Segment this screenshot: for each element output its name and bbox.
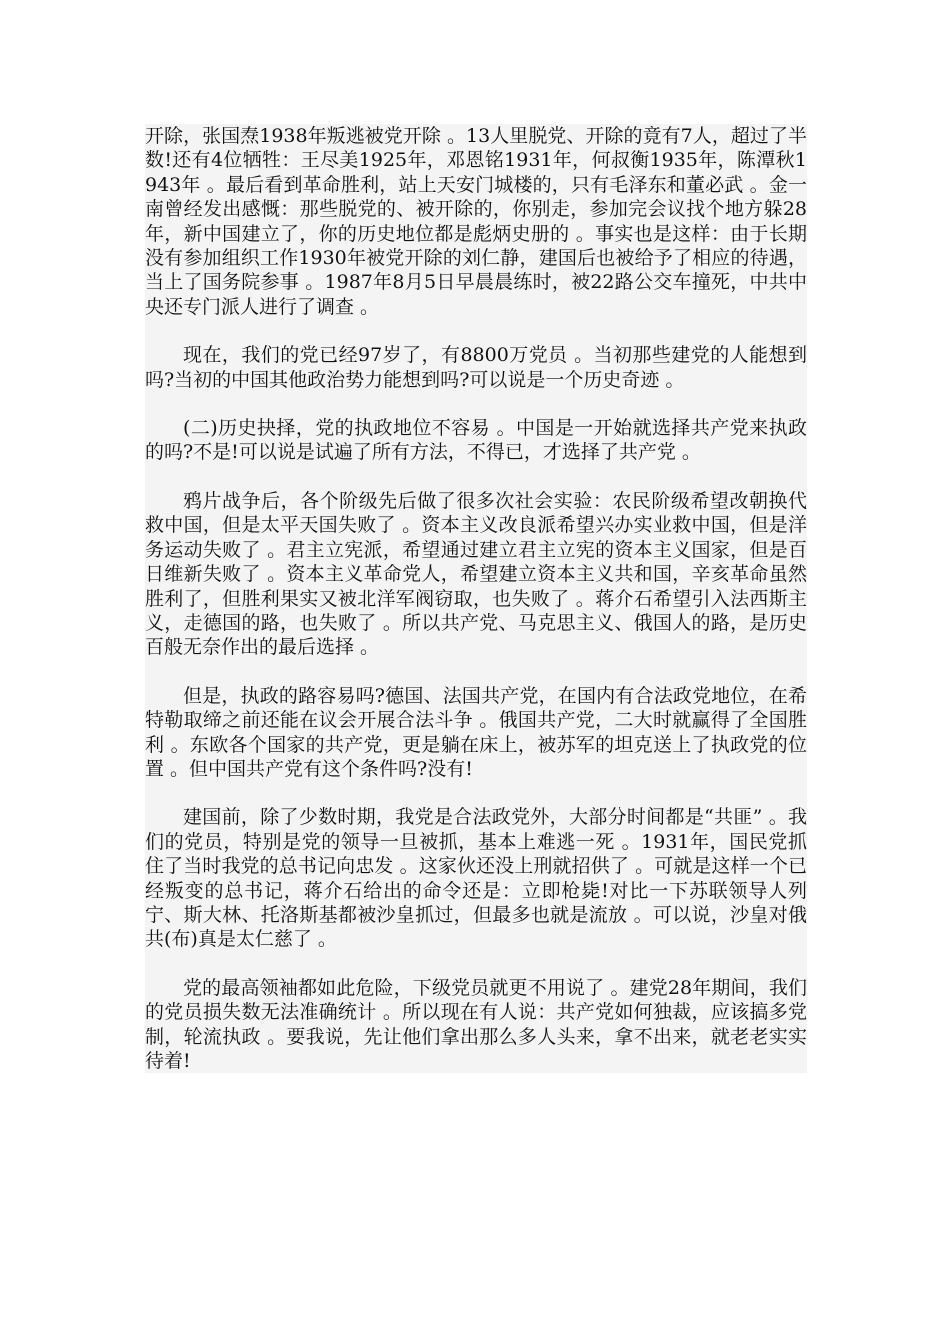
paragraph-gap bbox=[145, 952, 807, 976]
paragraph-5: 但是，执政的路容易吗?德国、法国共产党，在国内有合法政党地位，在希特勒取缔之前还能在议会开展合法斗争 。俄国共产党，二大时就赢得了全国胜利 。东欧各个国家的共产党，更是躺在床上，被苏军的坦克送上了执政党的位置 。但中国共产党有这个条件吗?没有! bbox=[145, 684, 807, 780]
paragraph-gap bbox=[145, 781, 807, 805]
paragraph-gap bbox=[145, 319, 807, 343]
paragraph-2: 现在，我们的党已经97岁了，有8800万党员 。当初那些建党的人能想到吗?当初的中国其他政治势力能想到吗?可以说是一个历史奇迹 。 bbox=[145, 344, 807, 391]
paragraph-7: 党的最高领袖都如此危险，下级党员就更不用说了 。建党28年期间，我们的党员损失数无法准确统计 。所以现在有人说：共产党如何独裁，应该搞多党制，轮流执政 。要我说，先让他们拿出那么多人头来，拿不出来，就老老实实待着! bbox=[145, 976, 807, 1072]
paragraph-6: 建国前，除了少数时期，我党是合法政党外，大部分时间都是“共匪” 。我们的党员，特别是党的领导一旦被抓，基本上难逃一死 。1931年，国民党抓住了当时我党的总书记向忠发 。这家伙还没上刑就招供了 。可就是这样一个已经叛变的总书记，蒋介石给出的命令还是：立即枪毙!对比一下苏联领导人列宁、斯大林、托洛斯基都被沙皇抓过，但最多也就是流放 。可以说，沙皇对俄共(布)真是太仁慈了 。 bbox=[145, 806, 807, 951]
paragraph-3: (二)历史抉择，党的执政地位不容易 。中国是一开始就选择共产党来执政的吗?不是!可以说是试遍了所有方法，不得已，才选择了共产党 。 bbox=[145, 417, 807, 464]
paragraph-gap bbox=[145, 465, 807, 489]
paragraph-4: 鸦片战争后，各个阶级先后做了很多次社会实验：农民阶级希望改朝换代救中国，但是太平天国失败了 。资本主义改良派希望兴办实业救中国，但是洋务运动失败了 。君主立宪派，希望通过建立君主立宪的资本主义国家，但是百日维新失败了 。资本主义革命党人，希望建立资本主义共和国，辛亥革命虽然胜利了，但胜利果实又被北洋军阀窃取，也失败了 。蒋介石希望引入法西斯主义，走德国的路，也失败了 。所以共产党、马克思主义、俄国人的路，是历史百般无奈作出的最后选择 。 bbox=[145, 489, 807, 659]
paragraph-1: 开除，张国焘1938年叛逃被党开除 。13人里脱党、开除的竟有7人，超过了半数!还有4位牺牲：王尽美1925年，邓恩铭1931年，何叔衡1935年，陈潭秋1943年 。最后看到革命胜利，站上天安门城楼的，只有毛泽东和董必武 。金一南曾经发出感慨：那些脱党的、被开除的，你别走，参加完会议找个地方躲28年，新中国建立了，你的历史地位都是彪炳史册的 。事实也是这样：由于长期没有参加组织工作1930年被党开除的刘仁静，建国后也被给予了相应的待遇，当上了国务院参事 。1987年8月5日早晨晨练时，被22路公交车撞死，中共中央还专门派人进行了调查 。 bbox=[145, 125, 807, 318]
paragraph-gap bbox=[145, 660, 807, 684]
paragraph-gap bbox=[145, 392, 807, 416]
document-page bbox=[145, 124, 807, 1073]
